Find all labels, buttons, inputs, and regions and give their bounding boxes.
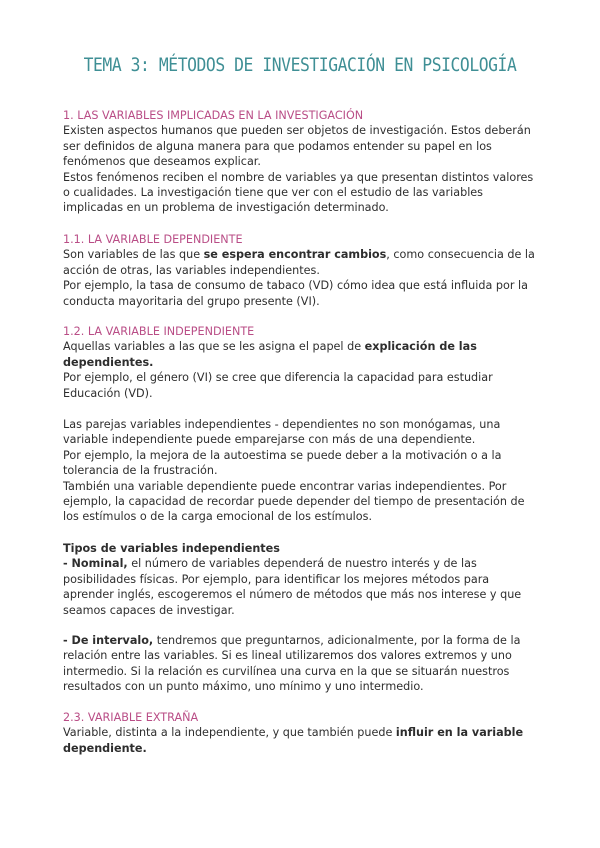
paragraph xyxy=(63,725,543,756)
section-heading: 1.2. LA VARIABLE INDEPENDIENTE xyxy=(63,325,255,338)
section-variable-independiente xyxy=(63,324,543,401)
paragraph xyxy=(63,633,543,695)
paragraph: Por ejemplo, el género (VI) se cree que diferencia la capacidad para estudiar Educación (VD). xyxy=(63,371,493,400)
bold-text: se espera encontrar cambios xyxy=(203,248,387,262)
text: Aquellas variables a las que se les asigna el papel de xyxy=(63,340,365,354)
paragraph xyxy=(63,339,543,370)
section-tipos-variables xyxy=(63,541,543,618)
text: el número de variables dependerá de nuestro interés y de las posibilidades físicas. Por ejemplo, para identificar los mejores métodos para aprender inglés, escogeremos el número de métodos que más nos interese y que seamos capaces de investigar. xyxy=(63,557,522,617)
bold-text: influir en la variable dependiente. xyxy=(63,726,524,755)
text: Son variables de las que xyxy=(63,248,204,262)
text: tendremos que preguntarnos, adicionalmente, por la forma de la relación entre las variables. Si es lineal utilizaremos dos valores extremos y uno intermedio. Si la relación es curvilínea una curva en la que se situarán nuestros resultados con un punto máximo, uno mínimo y uno intermedio. xyxy=(63,634,521,694)
section-heading: 2.3. VARIABLE EXTRAÑA xyxy=(63,711,199,724)
paragraph xyxy=(63,247,543,278)
text: , como consecuencia de la acción de otras, las variables independientes. xyxy=(63,248,535,277)
bold-text: - De intervalo, xyxy=(63,634,154,647)
section-parejas-variables xyxy=(63,417,543,525)
bold-text: explicación de las dependientes. xyxy=(63,340,477,369)
paragraph: Existen aspectos humanos que pueden ser objetos de investigación. Estos deberán ser definidos de alguna manera para que podamos entender su papel en los fenómenos que deseamos explicar. xyxy=(63,124,531,169)
paragraph xyxy=(63,556,543,618)
paragraph: Por ejemplo, la mejora de la autoestima se puede deber a la motivación o a la tolerancia de la frustración. xyxy=(63,448,502,478)
subheading: Tipos de variables independientes xyxy=(63,542,280,555)
paragraph: Por ejemplo, la tasa de consumo de tabaco (VD) cómo idea que está influida por la conducta mayoritaria del grupo presente (VI). xyxy=(63,279,528,308)
section-intervalo xyxy=(63,633,543,695)
section-variables-implicadas xyxy=(63,108,543,216)
paragraph: Estos fenómenos reciben el nombre de variables ya que presentan distintos valores o cualidades. La investigación tiene que ver con el estudio de las variables implicadas en un problema de investigación determinado. xyxy=(63,170,534,215)
paragraph: También una variable dependiente puede encontrar varias independientes. Por ejemplo, la capacidad de recordar puede depender del tiempo de presentación de los estímulos o de la carga emocional de los estímulos. xyxy=(63,479,525,524)
section-heading: 1. LAS VARIABLES IMPLICADAS EN LA INVESTIGACIÓN xyxy=(63,109,364,122)
paragraph: Las parejas variables independientes - dependientes no son monógamas, una variable independiente puede emparejarse con más de una dependiente. xyxy=(63,418,501,447)
page-title: TEMA 3: MÉTODOS DE INVESTIGACIÓN EN PSICOLOGÍA xyxy=(83,54,517,76)
section-variable-extrana xyxy=(63,710,543,756)
section-variable-dependiente xyxy=(63,232,543,309)
section-heading: 1.1. LA VARIABLE DEPENDIENTE xyxy=(63,233,243,246)
text: Variable, distinta a la independiente, y que también puede xyxy=(63,726,396,740)
bold-text: - Nominal, xyxy=(63,557,128,571)
